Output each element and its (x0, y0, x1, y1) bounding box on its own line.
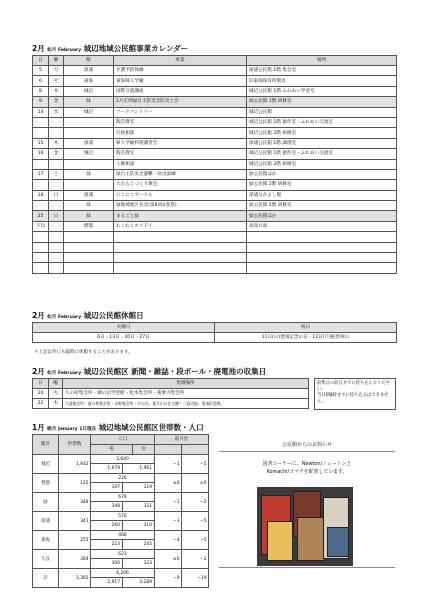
magazine-cover-6 (327, 527, 349, 557)
calendar-title-month: 2月 (32, 44, 45, 53)
calendar-place: 緑公民館ほか (247, 169, 397, 179)
pop-header-female: 女 (133, 445, 155, 455)
calendar-event: 東海婦人学級 (114, 76, 247, 86)
garbage-row (33, 399, 309, 409)
calendar-row (33, 76, 397, 86)
population-title-small: 睦月 January 1日現在 (47, 427, 97, 432)
pop-total: 623 (91, 550, 154, 559)
pop-header-male: 男 (91, 445, 133, 455)
closed-header-tuesday: 火曜日 (33, 323, 215, 333)
pop-female: 245 (143, 542, 152, 547)
calendar-dow (49, 253, 64, 263)
garbage-row (33, 389, 309, 399)
population-title (32, 423, 204, 434)
calendar-place: 城辺公民館 2階 研修室 (247, 128, 397, 138)
pop-households: 255 (59, 531, 91, 550)
population-row (33, 512, 209, 531)
calendar-dow: 日 (49, 190, 64, 200)
calendar-dow: 水 (49, 107, 64, 117)
garbage-header-dow: 曜 (49, 379, 63, 389)
garbage-day: 20 (33, 389, 49, 399)
pop-change-households: −1 (155, 493, 182, 512)
magazine-cover-2 (267, 521, 293, 561)
calendar-event (114, 263, 247, 273)
closed-header-holiday: 祝日 (215, 323, 397, 333)
pop-female: 1,961 (139, 466, 152, 471)
pop-households: 348 (59, 493, 91, 512)
calendar-title (32, 44, 188, 55)
pop-change-population: −19 (182, 569, 209, 588)
calendar-dow: 月 (49, 66, 64, 76)
closed-title-main: 城辺公民館休館日 (83, 311, 144, 320)
calendar-row (33, 97, 397, 107)
calendar-row (33, 232, 397, 242)
calendar-event: 陶芸教室 (114, 149, 247, 159)
calendar-hall (64, 117, 114, 127)
calendar-day: 14 (33, 107, 49, 117)
pop-change-population: −2 (182, 550, 209, 569)
pop-hall: 緑 (33, 493, 59, 512)
pop-male: 260 (91, 521, 123, 530)
calendar-row (33, 221, 397, 231)
pop-male: 107 (91, 483, 123, 492)
calendar-event: 緑自主防災会避難・炊出訓練 (114, 169, 247, 179)
calendar-hall: 緑 (64, 201, 114, 211)
calendar-place: 城辺公民館 2階 研修室 (247, 159, 397, 169)
calendar-event: 人権相談 (114, 159, 247, 169)
calendar-hall (64, 263, 114, 273)
pop-population-cell (91, 512, 155, 531)
calendar-day: 17 (33, 169, 49, 179)
calendar-place: 城辺公民館 (247, 107, 397, 117)
pop-hall: 城辺 (33, 455, 59, 474)
pop-total: 3,640 (91, 455, 154, 464)
pop-households: 1,932 (59, 455, 91, 474)
pop-total: 679 (91, 493, 154, 502)
calendar-row (33, 66, 397, 76)
pop-households: 125 (59, 474, 91, 493)
calendar-event (114, 232, 247, 242)
closed-note: ＊上記以外にも臨時に休館することがあります。 (34, 350, 133, 355)
calendar-event: 2月定例緑自主防災会防災士会 (114, 97, 247, 107)
garbage-side-note (314, 378, 396, 410)
calendar-place: 深浦公民館 1階 調理室 (247, 138, 397, 148)
garbage-dow: 木 (49, 399, 63, 409)
calendar-hall: 東海 (64, 76, 114, 86)
calendar-event: 婦人学級料理講習会 (114, 138, 247, 148)
closed-holidays: 11日(日)建国記念の日・12日(月)振替休日 (215, 333, 397, 343)
calendar-hall: 深浦 (64, 66, 114, 76)
calendar-hall: 緑 (64, 97, 114, 107)
calendar-day (33, 117, 49, 127)
magazine-photo (257, 487, 353, 566)
pop-female: 331 (143, 504, 152, 509)
pop-change-households: −9 (155, 569, 182, 588)
calendar-place: 旧東海保育所園舎 (247, 76, 397, 86)
calendar-header-cell: 事業 (114, 56, 247, 66)
calendar-day: 16 (33, 149, 49, 159)
calendar-place: 緑公民館 1階 研修室 (247, 201, 397, 211)
closed-tuesdays: 6日・13日・20日・27日 (33, 333, 215, 343)
calendar-header-cell: 館 (64, 56, 114, 66)
calendar-row (33, 242, 397, 252)
pop-female: 3,289 (139, 580, 152, 585)
pop-change-households: −3 (155, 512, 182, 531)
calendar-hall: 僧都 (64, 221, 114, 231)
garbage-side-note-text: 収集日の前日までに持ち込んでください。 当日朝8時までに持ち込みはできません。 (317, 381, 391, 404)
calendar-row (33, 180, 397, 190)
population-row (33, 531, 209, 550)
calendar-hall: 緑 (64, 211, 114, 221)
calendar-hall (64, 128, 114, 138)
calendar-dow: 木 (49, 138, 64, 148)
announcement-divider (219, 451, 395, 452)
pop-change-population: −5 (182, 531, 209, 550)
calendar-event: まるごと緑 (114, 211, 247, 221)
calendar-day (33, 242, 49, 252)
pop-hall: 深浦 (33, 512, 59, 531)
pop-population-cell (91, 474, 155, 493)
pop-change-households: ±0 (155, 474, 182, 493)
calendar-row (33, 128, 397, 138)
calendar-title-small: 如月 February (47, 48, 82, 53)
calendar-row (33, 201, 397, 211)
population-row (33, 569, 209, 588)
calendar-event: 行政相談 (114, 128, 247, 138)
calendar-place (247, 232, 397, 242)
calendar-event: 陶芸教室 (114, 117, 247, 127)
calendar-row (33, 138, 397, 148)
calendar-dow (49, 128, 64, 138)
calendar-header-cell: 日 (33, 56, 49, 66)
calendar-hall: 深浦 (64, 138, 114, 148)
calendar-dow (49, 159, 64, 169)
pop-total: 570 (91, 512, 154, 521)
population-row (33, 550, 209, 569)
calendar-place: 緑公民館ほか (247, 211, 397, 221)
population-row (33, 493, 209, 512)
calendar-row (33, 159, 397, 169)
calendar-event: 介護予防体操 (114, 66, 247, 76)
population-row (33, 455, 209, 474)
calendar-hall: 城辺 (64, 107, 114, 117)
pop-hall: 僧都 (33, 474, 59, 493)
calendar-dow: 土 (49, 169, 64, 179)
pop-female: 310 (143, 523, 152, 528)
closed-title-small: 如月 February (47, 315, 82, 320)
announcement (219, 441, 395, 476)
calendar-event: フードパントリー (114, 107, 247, 117)
calendar-row (33, 263, 397, 273)
calendar-place: 城辺公民館 1階 創作室・ふれあい交流室 (247, 117, 397, 127)
calendar-header-row (33, 56, 397, 66)
pop-male: 348 (91, 502, 123, 511)
calendar-event: 大わらじづくり教室 (114, 180, 247, 190)
announcement-line-1: 図書コーナーに、Newton/ニュートンと (262, 461, 352, 467)
pop-change-households: ±0 (155, 550, 182, 569)
calendar-day (33, 232, 49, 242)
pop-change-population: ±0 (182, 474, 209, 493)
garbage-title-main: 城辺公民館区 新聞・雑誌・段ボール・廃電池の収集日 (83, 367, 267, 376)
calendar-dow (49, 232, 64, 242)
calendar-dow: 金 (49, 149, 64, 159)
pop-header-change: 前月比 (155, 435, 209, 445)
calendar-hall: 深浦 (64, 190, 114, 200)
pop-male: 1,679 (91, 464, 123, 473)
calendar-dow (49, 242, 64, 252)
population-row (33, 474, 209, 493)
calendar-day: 5 (33, 66, 49, 76)
calendar-hall (64, 253, 114, 263)
population-title-month: 1月 (32, 423, 45, 432)
pop-change-households: −1 (155, 455, 182, 474)
calendar-row (33, 107, 397, 117)
pop-total: 468 (91, 531, 154, 540)
announcement-bottom-line (219, 567, 395, 568)
garbage-place: 大浦集会所・鹿の峯集会所・長野集会所・中の谷、蕎月川口住宅横・三島辺地・愛南町役場 (63, 399, 309, 409)
pop-header-change-population (182, 445, 209, 455)
calendar-dow: 金 (49, 97, 64, 107)
pop-header-population: 人口 (91, 435, 155, 445)
garbage-day: 22 (33, 399, 49, 409)
calendar-header-cell: 場所 (247, 56, 397, 66)
announcement-line-2: Komachi/コマチを配架しています。 (266, 469, 348, 475)
calendar-row (33, 169, 397, 179)
pop-hall: 久良 (33, 550, 59, 569)
calendar-place: 城辺公民館 1階 ふれあい学習室 (247, 86, 397, 96)
calendar-dow: 日 (49, 211, 64, 221)
calendar-day: 15 (33, 138, 49, 148)
calendar-hall (64, 232, 114, 242)
calendar-row (33, 149, 397, 159)
calendar-event: 国際交流講座 (114, 86, 247, 96)
garbage-place: 久の町集会所・城の辺学習館・松木集会所・蓮乗寺集会所 (63, 389, 309, 399)
pop-households: 341 (59, 512, 91, 531)
calendar-place: 城辺公民館 1階 創作室・ふれあい交流室 (247, 149, 397, 159)
pop-female: 119 (143, 485, 152, 490)
garbage-header-day: 日 (33, 379, 49, 389)
pop-change-population: −5 (182, 512, 209, 531)
calendar-event: 緑地域地区長会(第8回)(春祭) (114, 201, 247, 211)
calendar-hall: 城辺 (64, 149, 114, 159)
calendar-row (33, 190, 397, 200)
pop-header-hall: 館区 (33, 435, 59, 455)
pop-population-cell (91, 569, 155, 588)
pop-households: 3,365 (59, 569, 91, 588)
calendar-dow: 火 (49, 76, 64, 86)
pop-change-households: −4 (155, 531, 182, 550)
garbage-title-month: 2月 (32, 367, 45, 376)
closed-title (32, 311, 144, 322)
calendar-day (33, 159, 49, 169)
calendar-day: 下旬 (33, 221, 49, 231)
calendar-hall (64, 242, 114, 252)
calendar-hall: 城辺 (64, 86, 114, 96)
population-title-main: 城辺地域公民館区世帯数・人口 (98, 423, 204, 432)
calendar-hall (64, 180, 114, 190)
calendar-day (33, 180, 49, 190)
pop-population-cell (91, 455, 155, 474)
calendar-dow (49, 221, 64, 231)
pop-change-population: −2 (182, 493, 209, 512)
pop-male: 223 (91, 540, 123, 549)
pop-header-households: 世帯数 (59, 435, 91, 455)
calendar-hall: 緑 (64, 169, 114, 179)
calendar-place (247, 253, 397, 263)
calendar-row (33, 211, 397, 221)
calendar-event (114, 253, 247, 263)
garbage-dow: 火 (49, 389, 63, 399)
pop-population-cell (91, 531, 155, 550)
calendar-event: にこにこサークル (114, 190, 247, 200)
magazine-cover-4 (297, 517, 325, 561)
calendar-row (33, 117, 397, 127)
population-table (32, 434, 209, 588)
calendar-place: 深浦公民館 1階 集会室 (247, 66, 397, 76)
garbage-header-place: 集積場所 (63, 379, 309, 389)
pop-total: 6,206 (91, 569, 154, 578)
pop-male: 300 (91, 559, 123, 568)
calendar-day: 6 (33, 76, 49, 86)
garbage-title (32, 367, 266, 378)
calendar-day: 18 (33, 190, 49, 200)
pop-hall: 東海 (33, 531, 59, 550)
calendar-dow (49, 263, 64, 273)
calendar-day (33, 201, 49, 211)
calendar-table (32, 55, 397, 274)
calendar-day (33, 253, 49, 263)
calendar-header-cell: 曜 (49, 56, 64, 66)
calendar-dow (49, 180, 64, 190)
calendar-dow (49, 201, 64, 211)
calendar-dow (49, 117, 64, 127)
garbage-title-small: 如月 February (47, 371, 82, 376)
pop-hall: 計 (33, 569, 59, 588)
closed-days-table (32, 322, 397, 343)
calendar-place: 緑公民館 2階 研修室 (247, 180, 397, 190)
pop-population-cell (91, 550, 155, 569)
pop-header-change-households (155, 445, 182, 455)
calendar-day: 25 (33, 211, 49, 221)
calendar-day: 8 (33, 86, 49, 96)
announcement-title: 公民館からのお知らせ (282, 442, 332, 448)
garbage-table (32, 378, 309, 409)
calendar-day (33, 263, 49, 273)
calendar-place (247, 242, 397, 252)
pop-change-population: −5 (182, 455, 209, 474)
pop-male: 2,917 (91, 578, 123, 587)
calendar-place: 高知方面 (247, 221, 397, 231)
calendar-event (114, 242, 247, 252)
calendar-event: わくわくホリデイ (114, 221, 247, 231)
calendar-title-main: 城辺地域公民館事業カレンダー (83, 44, 189, 53)
calendar-day (33, 128, 49, 138)
calendar-row (33, 253, 397, 263)
pop-population-cell (91, 493, 155, 512)
calendar-place: 深浦なかよし館 (247, 190, 397, 200)
calendar-dow: 木 (49, 86, 64, 96)
calendar-day: 9 (33, 97, 49, 107)
pop-households: 364 (59, 550, 91, 569)
calendar-row (33, 86, 397, 96)
calendar-place: 緑公民館 1階 研修室 (247, 97, 397, 107)
pop-total: 226 (91, 474, 154, 483)
pop-female: 323 (143, 561, 152, 566)
closed-title-month: 2月 (32, 311, 45, 320)
calendar-place (247, 263, 397, 273)
calendar-hall (64, 159, 114, 169)
